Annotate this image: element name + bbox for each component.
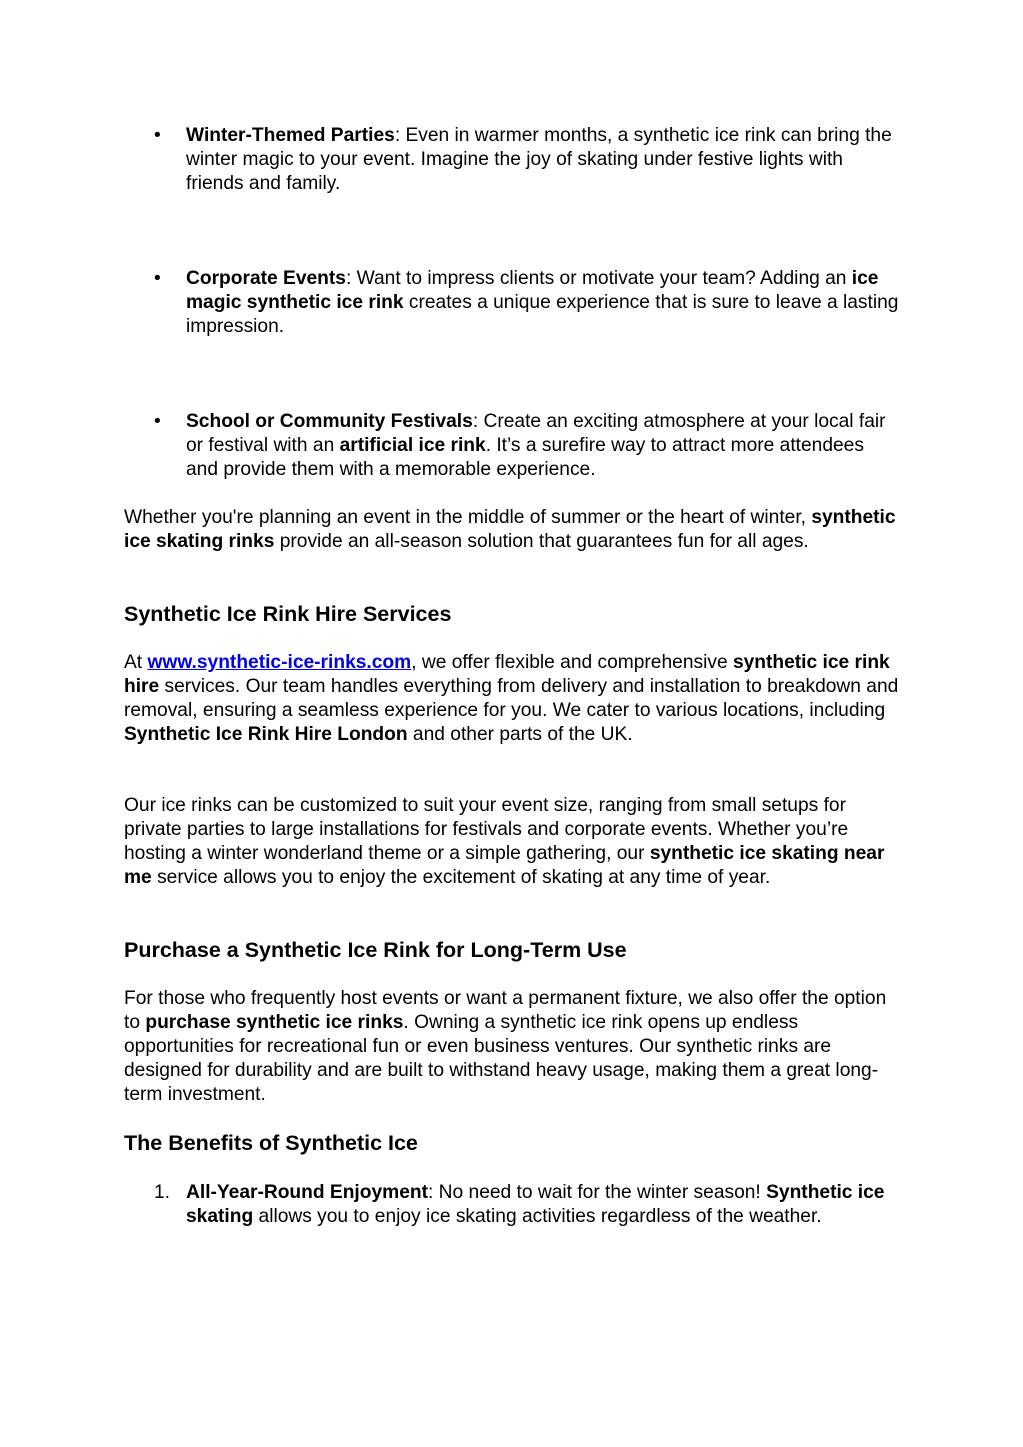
- heading-benefits: The Benefits of Synthetic Ice: [124, 1131, 418, 1155]
- bullet-icon: •: [154, 125, 161, 146]
- numbered-list-item: [124, 1181, 904, 1229]
- list-item-text: Winter-Themed Parties: Even in warmer months, a synthetic ice rink can bring the winter magic to your event. Imagine the joy of skating under festive lights with friends and family.: [186, 125, 892, 194]
- list-item: [124, 410, 904, 482]
- list-item-title: Corporate Events: [186, 268, 346, 289]
- paragraph-all-season: Whether you're planning an event in the middle of summer or the heart of winter, synthetic ice skating rinks provide an all-season solution that guarantees fun for all ages.: [124, 507, 896, 552]
- heading-hire-services: Synthetic Ice Rink Hire Services: [124, 602, 452, 626]
- list-item-text: School or Community Festivals: Create an exciting atmosphere at your local fair or festival with an artificial ice rink. It’s a surefire way to attract more attendees and provide them with a memorable experience.: [186, 411, 886, 480]
- list-number: 1.: [154, 1182, 171, 1203]
- list-item-title: School or Community Festivals: [186, 411, 473, 432]
- heading-purchase: Purchase a Synthetic Ice Rink for Long-Term Use: [124, 938, 627, 962]
- paragraph-purchase: For those who frequently host events or want a permanent fixture, we also offer the option to purchase synthetic ice rinks. Owning a synthetic ice rink opens up endless opportunities for recreational fun or even business ventures. Our synthetic rinks are designed for durability and are built to withstand heavy usage, making them a great long-term investment.: [124, 988, 887, 1105]
- list-item-title: Winter-Themed Parties: [186, 125, 395, 146]
- bullet-icon: •: [154, 411, 161, 432]
- list-item: [124, 267, 904, 339]
- list-item: [124, 124, 904, 196]
- bullet-icon: •: [154, 268, 161, 289]
- list-item-title: All-Year-Round Enjoyment: [186, 1182, 428, 1203]
- website-link[interactable]: www.synthetic-ice-rinks.com: [147, 652, 412, 673]
- paragraph-customize: Our ice rinks can be customized to suit your event size, ranging from small setups for private parties to large installations for festivals and corporate events. Whether you’re hosting a winter wonderland theme or a simple gathering, our synthetic ice skating near me service allows you to enjoy the excitement of skating at any time of year.: [124, 795, 885, 888]
- paragraph-hire: At www.synthetic-ice-rinks.com, we offer flexible and comprehensive synthetic ice rink hire services. Our team handles everything from delivery and installation to breakdown and removal, ensuring a seamless experience for you. We cater to various locations, including Synthetic Ice Rink Hire London and other parts of the UK.: [124, 652, 899, 745]
- list-item-text: Corporate Events: Want to impress clients or motivate your team? Adding an ice magic synthetic ice rink creates a unique experience that is sure to leave a lasting impression.: [186, 268, 899, 337]
- list-item-text: All-Year-Round Enjoyment: No need to wait for the winter season! Synthetic ice skating allows you to enjoy ice skating activities regardless of the weather.: [186, 1182, 885, 1227]
